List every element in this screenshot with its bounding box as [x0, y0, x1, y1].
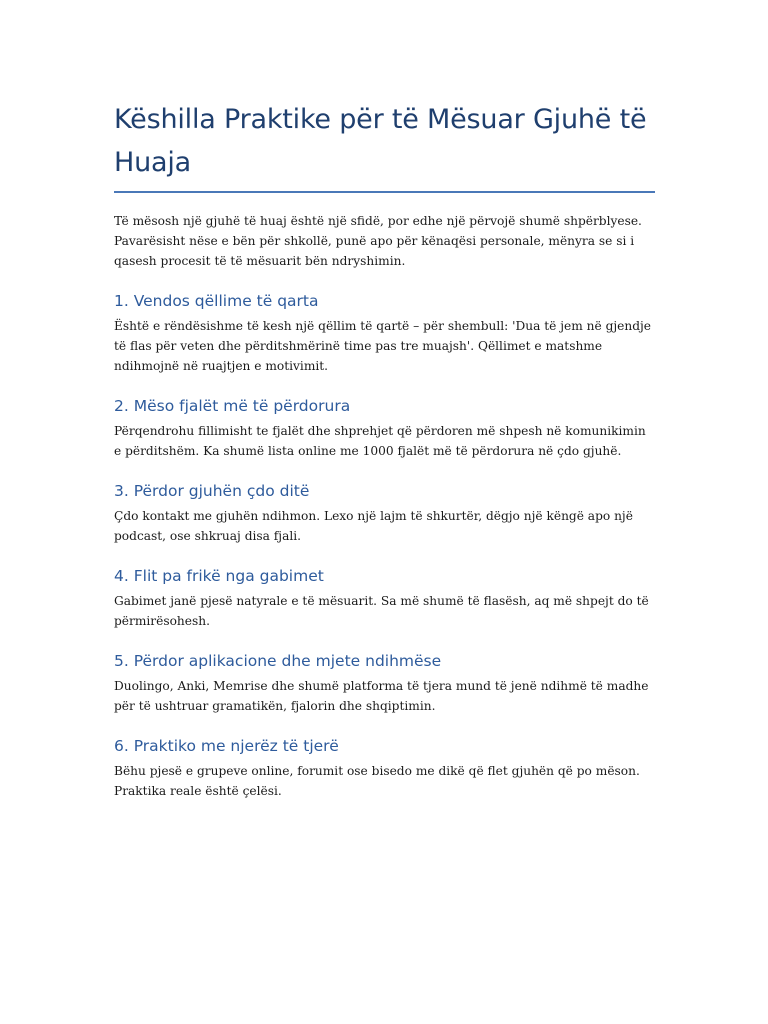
section-5 [114, 651, 655, 716]
section-body: Përqendrohu fillimisht te fjalët dhe shprehjet që përdoren më shpesh në komunikimin e përditshëm. Ka shumë lista online me 1000 fjalët më të përdorura në çdo gjuhë. [114, 424, 646, 458]
section-1 [114, 291, 655, 376]
section-2 [114, 396, 655, 461]
section-body: Bëhu pjesë e grupeve online, forumit ose bisedo me dikë që flet gjuhën që po mëson. Praktika reale është çelësi. [114, 764, 640, 798]
section-body: Çdo kontakt me gjuhën ndihmon. Lexo një lajm të shkurtër, dëgjo një këngë apo një podcast, ose shkruaj disa fjali. [114, 509, 633, 543]
document-page [114, 0, 655, 801]
section-3 [114, 481, 655, 546]
section-body: Gabimet janë pjesë natyrale e të mësuarit. Sa më shumë të flasësh, aq më shpejt do të përmirësohesh. [114, 594, 649, 628]
section-heading: 3. Përdor gjuhën çdo ditë [114, 482, 310, 500]
section-6 [114, 736, 655, 801]
section-heading: 5. Përdor aplikacione dhe mjete ndihmëse [114, 652, 442, 670]
section-heading: 2. Mëso fjalët më të përdorura [114, 397, 351, 415]
section-heading: 6. Praktiko me njerëz të tjerë [114, 737, 339, 755]
document-title: Këshilla Praktike për të Mësuar Gjuhë të Huaja [114, 104, 647, 178]
title-divider [114, 191, 655, 193]
section-4 [114, 566, 655, 631]
section-heading: 4. Flit pa frikë nga gabimet [114, 567, 324, 585]
section-body: Është e rëndësishme të kesh një qëllim të qartë – për shembull: 'Dua të jem në gjendje të flas për veten dhe përditshmërinë time pas tre muajsh'. Qëllimet e matshme ndihmojnë në ruajtjen e motivimit. [114, 319, 652, 373]
section-body: Duolingo, Anki, Memrise dhe shumë platforma të tjera mund të jenë ndihmë të madhe për të ushtruar gramatikën, fjalorin dhe shqiptimin. [114, 679, 649, 713]
section-heading: 1. Vendos qëllime të qarta [114, 292, 319, 310]
intro-paragraph: Të mësosh një gjuhë të huaj është një sfidë, por edhe një përvojë shumë shpërblyese. Pavarësisht nëse e bën për shkollë, punë apo për kënaqësi personale, mënyra se si i qasesh procesit të të mësuarit bën ndryshimin. [114, 214, 642, 268]
